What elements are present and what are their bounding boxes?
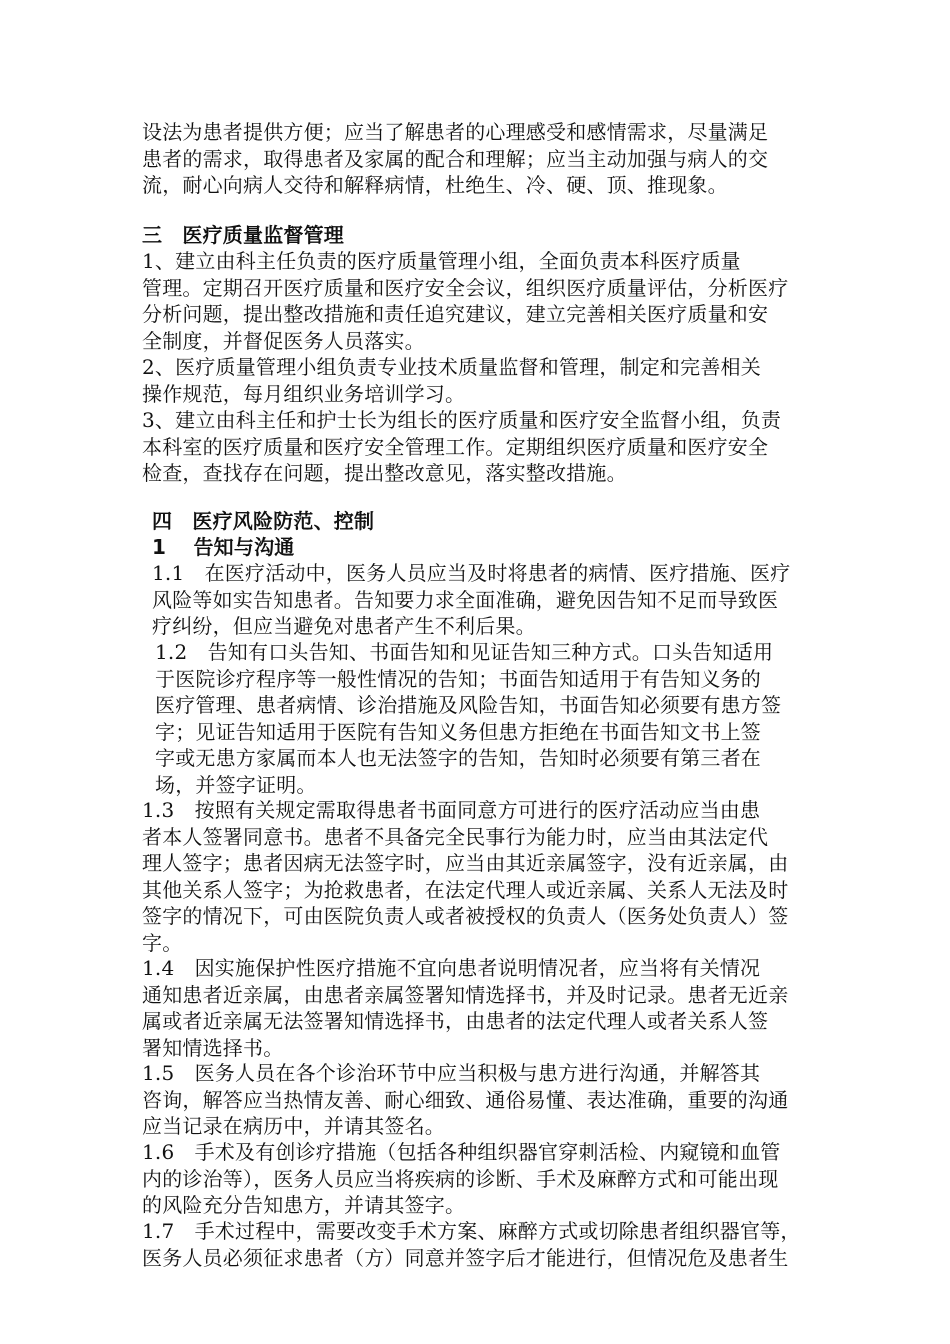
text-line: 3、建立由科主任和护士长为组长的医疗质量和医疗安全监督小组，负责 xyxy=(142,408,782,432)
text-line: 检查，查找存在问题，提出整改意见，落实整改措施。 xyxy=(142,461,627,485)
paragraph-1-4 xyxy=(142,955,788,1061)
text-line: 2、医疗质量管理小组负责专业技术质量监督和管理，制定和完善相关 xyxy=(142,355,761,379)
text-line: 流，耐心向病人交待和解释病情，杜绝生、冷、硬、顶、推现象。 xyxy=(142,173,728,197)
intro-paragraph xyxy=(142,119,768,199)
section-4-heading: 四 医疗风险防范、控制 xyxy=(152,509,375,533)
text-line: 理人签字；患者因病无法签字时，应当由其近亲属签字，没有近亲属，由 xyxy=(142,851,789,875)
section-3-paragraph-2 xyxy=(142,354,761,407)
section-3-heading: 三 医疗质量监督管理 xyxy=(142,223,344,247)
text-line: 1.3 按照有关规定需取得患者书面同意方可进行的医疗活动应当由患 xyxy=(142,798,761,822)
text-line: 属或者近亲属无法签署知情选择书，由患者的法定代理人或者关系人签 xyxy=(142,1009,769,1033)
text-line: 1.6 手术及有创诊疗措施（包括各种组织器官穿刺活检、内窥镜和血管 xyxy=(142,1140,781,1164)
text-line: 通知患者近亲属，由患者亲属签署知情选择书，并及时记录。患者无近亲 xyxy=(142,982,789,1007)
text-line: 1、建立由科主任负责的医疗质量管理小组，全面负责本科医疗质量 xyxy=(142,249,741,273)
text-line: 咨询，解答应当热情友善、耐心细致、通俗易懂、表达准确，重要的沟通 xyxy=(142,1087,789,1112)
text-line: 医务人员必须征求患者（方）同意并签字后才能进行，但情况危及患者生 xyxy=(142,1245,789,1270)
paragraph-1-7 xyxy=(142,1218,801,1271)
paragraph-1-6 xyxy=(142,1139,780,1219)
text-line: 应当记录在病历中，并请其签名。 xyxy=(142,1114,445,1138)
text-line: 于医院诊疗程序等一般性情况的告知；书面告知适用于有告知义务的 xyxy=(155,666,761,691)
text-line: 操作规范，每月组织业务培训学习。 xyxy=(142,381,466,406)
paragraph-1-3 xyxy=(142,797,788,956)
text-line: 疗纠纷，但应当避免对患者产生不利后果。 xyxy=(152,614,536,638)
text-line: 风险等如实告知患者。告知要力求全面准确，避免因告知不足而导致医 xyxy=(152,587,779,612)
subsection-1-heading: 1 告知与沟通 xyxy=(152,535,295,559)
text-line: 署知情选择书。 xyxy=(142,1035,284,1060)
text-line: 1.4 因实施保护性医疗措施不宜向患者说明情况者，应当将有关情况 xyxy=(142,956,761,980)
section-3-paragraph-1 xyxy=(142,248,788,354)
text-line: 管理。定期召开医疗质量和医疗安全会议，组织医疗质量评估，分析医疗 xyxy=(142,275,789,300)
text-line: 字；见证告知适用于医院有告知义务但患方拒绝在书面告知文书上签 xyxy=(155,719,761,744)
text-line: 的风险充分告知患方，并请其签字。 xyxy=(142,1193,466,1217)
paragraph-1-2 xyxy=(155,639,781,798)
text-line: 字或无患方家属而本人也无法签字的告知，告知时必须要有第三者在 xyxy=(155,746,761,770)
text-line: 场，并签字证明。 xyxy=(155,772,317,797)
text-line: 设法为患者提供方便；应当了解患者的心理感受和感情需求，尽量满足 xyxy=(142,120,769,144)
text-line: 1.5 医务人员在各个诊治环节中应当积极与患方进行沟通，并解答其 xyxy=(142,1061,761,1085)
text-line: 医疗管理、患者病情、诊治措施及风险告知，书面告知必须要有患方签 xyxy=(155,693,782,717)
text-line: 签字的情况下，可由医院负责人或者被授权的负责人（医务处负责人）签 xyxy=(142,904,789,928)
text-line: 内的诊治等），医务人员应当将疾病的诊断、手术及麻醉方式和可能出现 xyxy=(142,1166,779,1191)
text-line: 本科室的医疗质量和医疗安全管理工作。定期组织医疗质量和医疗安全 xyxy=(142,434,769,459)
text-line: 患者的需求，取得患者及家属的配合和理解；应当主动加强与病人的交 xyxy=(142,146,769,171)
paragraph-1-5 xyxy=(142,1060,788,1140)
text-line: 1.1 在医疗活动中，医务人员应当及时将患者的病情、医疗措施、医疗 xyxy=(152,561,791,585)
text-line: 字。 xyxy=(142,930,183,955)
text-line: 其他关系人签字；为抢救患者，在法定代理人或近亲属、关系人无法及时 xyxy=(142,877,789,902)
paragraph-1-1 xyxy=(152,560,790,640)
text-line: 全制度，并督促医务人员落实。 xyxy=(142,328,425,353)
text-line: 1.2 告知有口头告知、书面告知和见证告知三种方式。口头告知适用 xyxy=(155,640,774,664)
section-3-paragraph-3 xyxy=(142,407,781,487)
text-line: 分析问题，提出整改措施和责任追究建议，建立完善相关医疗质量和安 xyxy=(142,302,769,326)
text-line: 者本人签署同意书。患者不具备完全民事行为能力时，应当由其法定代 xyxy=(142,824,769,849)
text-line: 1.7 手术过程中，需要改变手术方案、麻醉方式或切除患者组织器官等， xyxy=(142,1219,801,1243)
